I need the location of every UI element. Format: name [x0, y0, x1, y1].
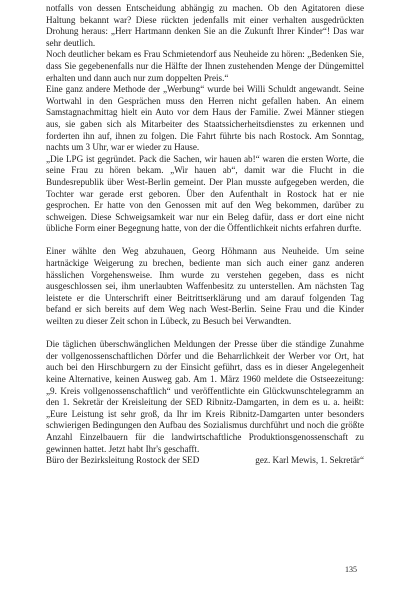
page-number: 135: [345, 565, 357, 574]
paragraph-gap: [46, 328, 364, 340]
paragraph: Einer wählte den Weg abzuhauen, Georg Höhmann aus Neuheide. Um seine hartnäckige Weigerung zu brechen, bediente man sich auch einer ganz anderen hässlichen Vorgehensweise. Ihm wurde zu verstehen gegeben, dass es nicht ausgeschlossen sei, ihm unerlaubten Waffenbesitz zu unterstellen. Am nächsten Tag leistete er die Unterschrift einer Beitrittserklärung und am darauf folgenden Tag befand er sich bereits auf dem Weg nach West-Berlin. Seine Frau und die Kinder weilten zu dieser Zeit schon in Lübeck, zu Besuch bei Verwandten.: [46, 246, 364, 327]
paragraph: „Die LPG ist gegründet. Pack die Sachen, wir hauen ab!“ waren die ersten Worte, die seine Frau zu hören bekam. „Wir hauen ab“, damit war die Flucht in die Bundesrepublik über West-Berlin gemeint. Der Plan musste aufgegeben werden, die Tochter war gerade erst geboren. Über den Aufenthalt in Rostock hat er nie gesprochen. Er hatte von den Genossen mit auf den Weg bekommen, darüber zu schweigen. Diese Schweigsamkeit war nur ein Beleg dafür, dass er dort eine nicht übliche Form einer Begegnung hatte, von der die Öffentlichkeit nichts erfahren durfte.: [46, 153, 364, 234]
paragraph-gap: [46, 235, 364, 247]
paragraph: Noch deutlicher bekam es Frau Schmietendorf aus Neuheide zu hören: „Bedenken Sie, dass Sie gegebenenfalls nur die Hälfte der Ihnen zustehenden Menge der Düngemittel erhalten und dann auch nur zum doppelten Preis.“: [46, 49, 364, 83]
signature-signer: gez. Karl Mewis, 1. Sekretär“: [255, 455, 364, 466]
signature-line: [46, 455, 364, 467]
paragraph: Eine ganz andere Methode der „Werbung“ wurde bei Willi Schuldt angewandt. Seine Wortwahl in den Gesprächen muss den Herren nicht gefallen haben. An einem Samstagnachmittag hielt ein Auto vor dem Haus der Familie. Zwei Männer stiegen aus, sie gaben sich als Mitarbeiter des Staatssicherheitsdienstes zu erkennen und forderten ihn auf, ihnen zu folgen. Die Fahrt führte bis nach Rostock. Am Sonntag, nachts um 3 Uhr, war er wieder zu Hause.: [46, 84, 364, 153]
paragraph: notfalls von dessen Entscheidung abhängig zu machen. Ob den Agitatoren diese Haltung bekannt war? Diese rückten jedenfalls mit einer verhalten ausgedrückten Drohung heraus: „Herr Hartmann denken Sie an die Zukunft Ihrer Kinder“! Das war sehr deutlich.: [46, 3, 364, 48]
page-body: [46, 3, 364, 467]
paragraph: Die täglichen überschwänglichen Meldungen der Presse über die ständige Zunahme der vollgenossenschaftlichen Dörfer und die Beharrlichkeit der Werber vor Ort, hat auch bei den Hirschburgern zu der Einsicht geführt, dass es in dieser Angelegenheit keine Alternative, keinen Ausweg gab. Am 1. März 1960 meldete die Ostseezeitung: „9. Kreis vollgenossenschaftlich“ und veröffentlichte ein Glückwunschtelegramm an den 1. Sekretär der Kreisleitung der SED Ribnitz-Damgarten, in dem es u. a. heißt: „Eure Leistung ist sehr groß, da Ihr im Kreis Ribnitz-Damgarten unter besonders schwierigen Bedingungen den Aufbau des Sozialismus durchführt und noch die größte Anzahl Einzelbauern für die landwirtschaftliche Produktionsgenossenschaft zu gewinnen hattet. Jetzt habt Ihr's geschafft.: [46, 339, 364, 454]
signature-sender: Büro der Bezirksleitung Rostock der SED: [46, 455, 200, 466]
